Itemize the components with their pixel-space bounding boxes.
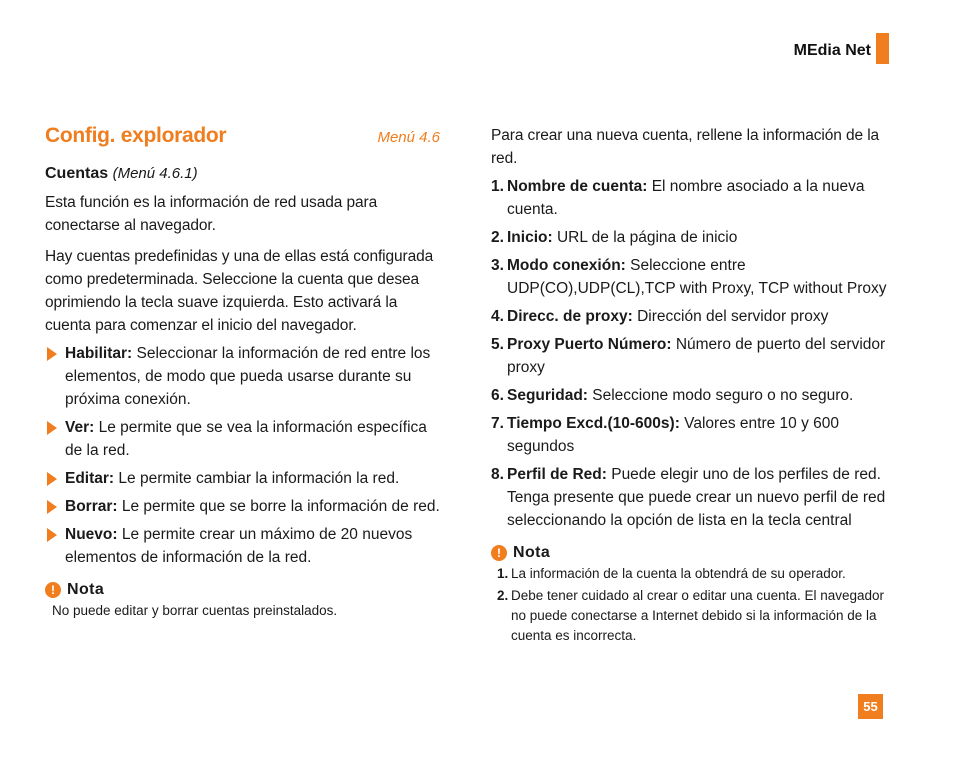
bullet-item [45, 467, 440, 490]
bullet-item [45, 523, 440, 569]
item-number: 5. [491, 336, 504, 353]
item-term: Modo conexión: [507, 257, 626, 274]
item-term: Proxy Puerto Número: [507, 336, 672, 353]
arrow-icon [47, 500, 57, 514]
bullet-text: Le permite que se vea la información específica de la red. [65, 419, 427, 459]
note-label: Nota [67, 581, 105, 598]
subsection-heading [45, 165, 440, 183]
note-number: 1. [497, 566, 509, 581]
item-number: 4. [491, 308, 504, 325]
bullet-term: Habilitar: [65, 345, 133, 362]
item-text: Seleccione modo seguro o no seguro. [587, 387, 854, 404]
arrow-icon [47, 421, 57, 435]
note-heading [491, 544, 891, 562]
header-accent-bar [876, 33, 889, 64]
item-text: Número de puerto del servidor proxy [507, 336, 886, 376]
numbered-item [491, 412, 891, 458]
note-item [491, 586, 891, 646]
bullet-item [45, 342, 440, 411]
item-number: 3. [491, 257, 504, 274]
item-term: Tiempo Excd.(10-600s): [507, 415, 680, 432]
note-number: 2. [497, 588, 509, 603]
item-term: Inicio: [507, 229, 553, 246]
bullet-term: Borrar: [65, 498, 118, 515]
item-text: Dirección del servidor proxy [632, 308, 829, 325]
page-number: 55 [858, 694, 883, 719]
header-title: MEdia Net [793, 42, 871, 59]
numbered-item [491, 305, 891, 328]
exclamation-icon: ! [45, 582, 61, 598]
bullet-term: Nuevo: [65, 526, 118, 543]
item-text: Seleccione entre UDP(CO),UDP(CL),TCP with Proxy, TCP without Proxy [507, 257, 887, 297]
arrow-icon [47, 472, 57, 486]
bullet-term: Editar: [65, 470, 115, 487]
paragraph-create-account: Para crear una nueva cuenta, rellene la información de la red. [491, 127, 880, 167]
exclamation-icon: ! [491, 545, 507, 561]
bullet-text: Seleccionar la información de red entre los elementos, de modo que pueda usarse durante su próxima conexión. [65, 345, 431, 408]
subsection-menu-number: (Menú 4.6.1) [112, 165, 198, 182]
item-number: 7. [491, 415, 504, 432]
note-item [491, 564, 891, 584]
item-term: Seguridad: [507, 387, 588, 404]
paragraph-accounts: Hay cuentas predefinidas y una de ellas está configurada como predeterminada. Seleccione la cuenta que desea oprimiendo la tecla suave izquierda. Esto activará la cuenta para comenzar el inicio del navegador. [45, 248, 434, 334]
numbered-item [491, 254, 891, 300]
numbered-item [491, 175, 891, 221]
note-item-text: La información de la cuenta la obtendrá de su operador. [511, 566, 846, 581]
numbered-item [491, 226, 891, 249]
arrow-icon [47, 528, 57, 542]
section-menu-number: Menú 4.6 [377, 129, 440, 146]
note-item-text: Debe tener cuidado al crear o editar una cuenta. El navegador no puede conectarse a Internet debido si la información de la cuenta es incorrecta. [511, 588, 884, 643]
item-term: Perfil de Red: [507, 466, 607, 483]
item-text: Valores entre 10 y 600 segundos [507, 415, 839, 455]
bullet-text: Le permite que se borre la información de red. [117, 498, 440, 515]
note-heading [45, 581, 440, 599]
note-label: Nota [513, 544, 551, 561]
subsection-title: Cuentas [45, 165, 109, 182]
section-heading [45, 124, 440, 152]
item-number: 2. [491, 229, 504, 246]
bullet-item [45, 416, 440, 462]
numbered-item [491, 333, 891, 379]
left-column [45, 124, 440, 621]
bullet-text: Le permite crear un máximo de 20 nuevos elementos de información de la red. [65, 526, 413, 566]
arrow-icon [47, 347, 57, 361]
item-text: El nombre asociado a la nueva cuenta. [507, 178, 865, 218]
item-text: Puede elegir uno de los perfiles de red. Tenga presente que puede crear un nuevo perfil de red seleccionando la opción de lista en la tecla central [507, 466, 886, 529]
note-text: No puede editar y borrar cuentas preinstalados. [52, 603, 338, 618]
item-number: 1. [491, 178, 504, 195]
bullet-term: Ver: [65, 419, 95, 436]
numbered-item [491, 463, 891, 532]
item-text: URL de la página de inicio [552, 229, 738, 246]
item-term: Nombre de cuenta: [507, 178, 648, 195]
item-number: 6. [491, 387, 504, 404]
paragraph-intro: Esta función es la información de red usada para conectarse al navegador. [45, 194, 378, 234]
section-title: Config. explorador [45, 124, 227, 147]
right-column [491, 124, 891, 646]
numbered-item [491, 384, 891, 407]
item-number: 8. [491, 466, 504, 483]
item-term: Direcc. de proxy: [507, 308, 633, 325]
bullet-text: Le permite cambiar la información la red. [114, 470, 400, 487]
bullet-item [45, 495, 440, 518]
